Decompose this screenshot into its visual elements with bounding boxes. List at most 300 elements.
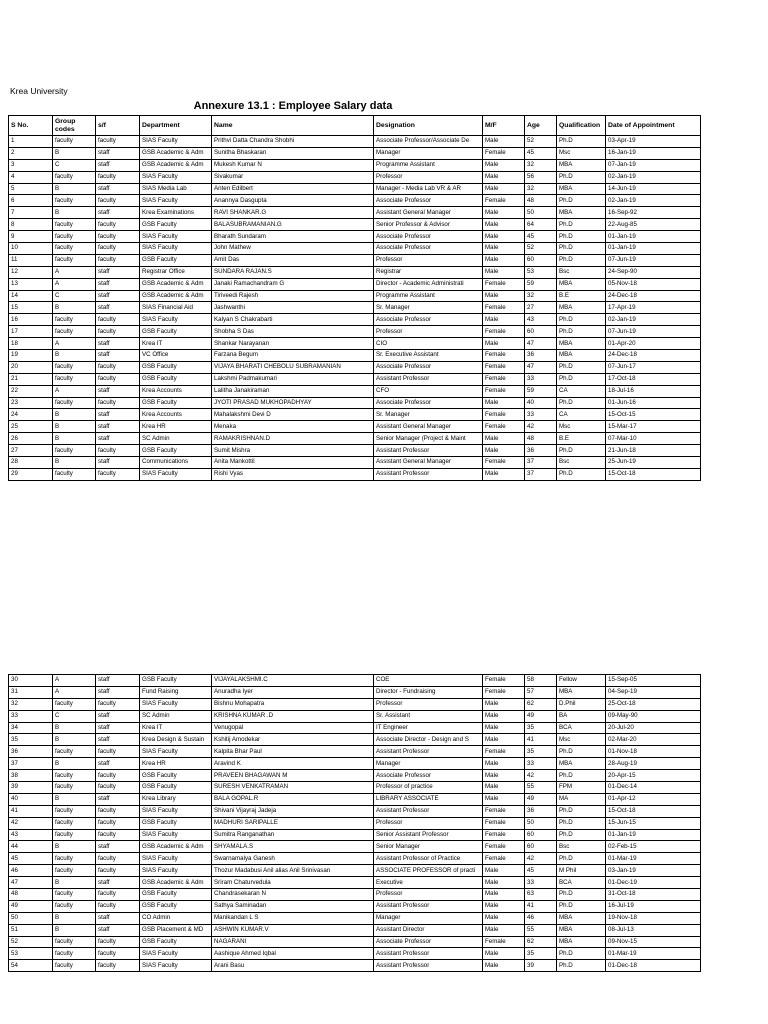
cell-age: 37	[525, 468, 557, 480]
cell-gender: Female	[483, 350, 525, 362]
cell-age: 42	[525, 770, 557, 782]
cell-sf: faculty	[96, 900, 140, 912]
cell-date-of-appointment: 15-Sep-05	[606, 675, 701, 687]
cell-qualification: FPM	[557, 782, 606, 794]
cell-designation: Associate Professor	[374, 314, 483, 326]
cell-designation: Professor	[374, 326, 483, 338]
cell-group-code: faculty	[53, 889, 96, 901]
cell-department: GSB Academic & Adm	[140, 278, 212, 290]
cell-date-of-appointment: 07-Mar-10	[606, 433, 701, 445]
cell-sf: faculty	[96, 782, 140, 794]
table-row	[9, 171, 701, 183]
cell-sno: 50	[9, 912, 53, 924]
header-department: Department	[140, 116, 212, 136]
cell-designation: Assistant General Manager	[374, 421, 483, 433]
cell-qualification: Fellow	[557, 675, 606, 687]
cell-qualification: MBA	[557, 686, 606, 698]
cell-designation: Associate Professor	[374, 361, 483, 373]
cell-designation: Manager	[374, 147, 483, 159]
cell-sno: 14	[9, 290, 53, 302]
cell-qualification: Ph.D	[557, 361, 606, 373]
cell-date-of-appointment: 16-Sep-92	[606, 207, 701, 219]
header-sf: s/f	[96, 116, 140, 136]
cell-sno: 44	[9, 841, 53, 853]
cell-name: Sriram Chaturvedula	[212, 877, 374, 889]
cell-group-code: faculty	[53, 397, 96, 409]
cell-date-of-appointment: 15-Jun-15	[606, 817, 701, 829]
cell-age: 48	[525, 195, 557, 207]
cell-name: Mahalakshmi Devi D	[212, 409, 374, 421]
cell-gender: Female	[483, 326, 525, 338]
table-row	[9, 136, 701, 148]
cell-sno: 19	[9, 350, 53, 362]
cell-gender: Male	[483, 397, 525, 409]
cell-age: 48	[525, 433, 557, 445]
cell-designation: Assistant Professor	[374, 805, 483, 817]
table-row	[9, 278, 701, 290]
cell-date-of-appointment: 22-Aug-85	[606, 219, 701, 231]
cell-gender: Male	[483, 266, 525, 278]
cell-designation: Programme Assistant	[374, 159, 483, 171]
cell-qualification: D.Phil	[557, 698, 606, 710]
cell-designation: Director - Academic Administrati	[374, 278, 483, 290]
cell-designation: Assistant Professor	[374, 746, 483, 758]
cell-group-code: C	[53, 710, 96, 722]
cell-sf: staff	[96, 159, 140, 171]
cell-department: SIAS Faculty	[140, 698, 212, 710]
cell-qualification: Bsc	[557, 266, 606, 278]
cell-group-code: faculty	[53, 960, 96, 972]
table-row	[9, 675, 701, 687]
cell-group-code: B	[53, 147, 96, 159]
cell-department: Krea Library	[140, 793, 212, 805]
cell-qualification: Bsc	[557, 841, 606, 853]
cell-sno: 35	[9, 734, 53, 746]
cell-designation: Sr. Assistant	[374, 710, 483, 722]
header-age: Age	[525, 116, 557, 136]
cell-date-of-appointment: 16-Jan-19	[606, 147, 701, 159]
cell-name: Shankar Narayanan	[212, 338, 374, 350]
cell-name: Kalpita Bhar Paul	[212, 746, 374, 758]
cell-gender: Male	[483, 889, 525, 901]
cell-group-code: faculty	[53, 865, 96, 877]
cell-age: 35	[525, 722, 557, 734]
cell-sf: staff	[96, 734, 140, 746]
cell-sno: 21	[9, 373, 53, 385]
cell-qualification: Ph.D	[557, 136, 606, 148]
cell-sf: faculty	[96, 853, 140, 865]
cell-sno: 47	[9, 877, 53, 889]
cell-age: 41	[525, 734, 557, 746]
table-row	[9, 195, 701, 207]
cell-date-of-appointment: 20-Apr-15	[606, 770, 701, 782]
cell-name: SURESH VENKATRAMAN	[212, 782, 374, 794]
header-row	[9, 116, 701, 136]
cell-sno: 22	[9, 385, 53, 397]
cell-sno: 9	[9, 231, 53, 243]
cell-department: SIAS Faculty	[140, 829, 212, 841]
cell-sno: 12	[9, 266, 53, 278]
cell-designation: Assistant Professor	[374, 373, 483, 385]
employee-table-part-2	[8, 674, 701, 972]
table-row	[9, 698, 701, 710]
employee-table-part-1	[8, 115, 701, 481]
cell-sno: 5	[9, 183, 53, 195]
table-row	[9, 793, 701, 805]
cell-group-code: faculty	[53, 136, 96, 148]
cell-sno: 53	[9, 948, 53, 960]
table-row	[9, 734, 701, 746]
cell-qualification: MBA	[557, 758, 606, 770]
cell-name: NAGARANI	[212, 936, 374, 948]
cell-gender: Male	[483, 219, 525, 231]
cell-sf: faculty	[96, 326, 140, 338]
cell-date-of-appointment: 01-Mar-19	[606, 948, 701, 960]
cell-date-of-appointment: 25-Oct-18	[606, 698, 701, 710]
cell-date-of-appointment: 15-Mar-17	[606, 421, 701, 433]
cell-age: 43	[525, 314, 557, 326]
cell-age: 62	[525, 698, 557, 710]
cell-department: SIAS Faculty	[140, 231, 212, 243]
cell-sf: staff	[96, 385, 140, 397]
cell-qualification: Msc	[557, 147, 606, 159]
cell-qualification: Bsc	[557, 457, 606, 469]
cell-sf: faculty	[96, 171, 140, 183]
cell-qualification: Ph.D	[557, 445, 606, 457]
cell-department: SIAS Faculty	[140, 136, 212, 148]
cell-designation: LIBRARY ASSOCIATE	[374, 793, 483, 805]
cell-age: 52	[525, 243, 557, 255]
cell-sno: 17	[9, 326, 53, 338]
cell-designation: Associate Professor	[374, 195, 483, 207]
cell-name: SUNDARA RAJAN.S	[212, 266, 374, 278]
cell-group-code: faculty	[53, 243, 96, 255]
table-row	[9, 722, 701, 734]
cell-name: BALASUBRAMANIAN.G	[212, 219, 374, 231]
cell-designation: Associate Professor	[374, 243, 483, 255]
cell-department: GSB Faculty	[140, 397, 212, 409]
cell-date-of-appointment: 07-Jan-19	[606, 159, 701, 171]
cell-group-code: B	[53, 183, 96, 195]
cell-qualification: Ph.D	[557, 829, 606, 841]
cell-date-of-appointment: 04-Sep-19	[606, 686, 701, 698]
cell-department: SC Admin	[140, 710, 212, 722]
cell-date-of-appointment: 18-Jul-16	[606, 385, 701, 397]
cell-sno: 7	[9, 207, 53, 219]
cell-sf: staff	[96, 457, 140, 469]
table-row	[9, 889, 701, 901]
cell-gender: Female	[483, 302, 525, 314]
cell-qualification: B.E	[557, 433, 606, 445]
cell-age: 50	[525, 207, 557, 219]
cell-name: John Mathew	[212, 243, 374, 255]
cell-date-of-appointment: 09-Nov-15	[606, 936, 701, 948]
cell-sno: 24	[9, 409, 53, 421]
cell-group-code: B	[53, 841, 96, 853]
cell-sf: staff	[96, 278, 140, 290]
cell-age: 46	[525, 912, 557, 924]
table-row	[9, 243, 701, 255]
cell-date-of-appointment: 02-Feb-15	[606, 841, 701, 853]
cell-sno: 45	[9, 853, 53, 865]
cell-gender: Male	[483, 243, 525, 255]
table-row	[9, 877, 701, 889]
cell-sno: 39	[9, 782, 53, 794]
cell-designation: Sr. Manager	[374, 302, 483, 314]
cell-sf: staff	[96, 290, 140, 302]
cell-group-code: faculty	[53, 900, 96, 912]
cell-qualification: Ph.D	[557, 889, 606, 901]
cell-department: Krea IT	[140, 338, 212, 350]
cell-age: 41	[525, 900, 557, 912]
cell-age: 60	[525, 326, 557, 338]
cell-gender: Male	[483, 159, 525, 171]
cell-sf: staff	[96, 421, 140, 433]
cell-date-of-appointment: 24-Sep-90	[606, 266, 701, 278]
cell-sno: 15	[9, 302, 53, 314]
cell-sf: faculty	[96, 231, 140, 243]
cell-group-code: faculty	[53, 782, 96, 794]
cell-name: Lalitha Janakiraman	[212, 385, 374, 397]
table-row	[9, 219, 701, 231]
cell-designation: CFO	[374, 385, 483, 397]
cell-department: SIAS Faculty	[140, 243, 212, 255]
table-row	[9, 924, 701, 936]
cell-sno: 52	[9, 936, 53, 948]
cell-date-of-appointment: 01-Jan-19	[606, 243, 701, 255]
table-row	[9, 361, 701, 373]
cell-age: 53	[525, 266, 557, 278]
cell-gender: Female	[483, 409, 525, 421]
cell-sf: faculty	[96, 195, 140, 207]
cell-gender: Male	[483, 758, 525, 770]
document-title: Annexure 13.1 : Employee Salary data	[193, 100, 393, 112]
cell-name: Kalyan S Chakrabarti	[212, 314, 374, 326]
cell-gender: Male	[483, 314, 525, 326]
cell-department: SIAS Faculty	[140, 746, 212, 758]
cell-qualification: Ph.D	[557, 373, 606, 385]
cell-gender: Male	[483, 734, 525, 746]
cell-department: GSB Academic & Adm	[140, 877, 212, 889]
cell-date-of-appointment: 17-Oct-18	[606, 373, 701, 385]
cell-group-code: A	[53, 266, 96, 278]
cell-designation: Professor	[374, 254, 483, 266]
cell-qualification: MBA	[557, 207, 606, 219]
cell-group-code: A	[53, 278, 96, 290]
cell-sno: 11	[9, 254, 53, 266]
organization-name: Krea University	[10, 86, 68, 96]
cell-sf: staff	[96, 183, 140, 195]
cell-gender: Female	[483, 746, 525, 758]
cell-designation: Assistant Professor	[374, 960, 483, 972]
cell-sf: staff	[96, 758, 140, 770]
table-row	[9, 948, 701, 960]
table-row	[9, 960, 701, 972]
cell-sf: faculty	[96, 698, 140, 710]
cell-department: GSB Faculty	[140, 373, 212, 385]
cell-department: Krea Accounts	[140, 409, 212, 421]
cell-sno: 26	[9, 433, 53, 445]
cell-date-of-appointment: 01-Dec-14	[606, 782, 701, 794]
cell-gender: Male	[483, 722, 525, 734]
cell-name: Anuradha Iyer	[212, 686, 374, 698]
cell-sno: 13	[9, 278, 53, 290]
cell-group-code: faculty	[53, 445, 96, 457]
table-row	[9, 350, 701, 362]
cell-age: 40	[525, 397, 557, 409]
cell-sf: faculty	[96, 936, 140, 948]
cell-name: Thozur Madabusi Anil alias Anil Srinivasan	[212, 865, 374, 877]
cell-age: 27	[525, 302, 557, 314]
cell-qualification: Msc	[557, 734, 606, 746]
cell-department: SIAS Faculty	[140, 195, 212, 207]
cell-age: 37	[525, 457, 557, 469]
cell-date-of-appointment: 03-Apr-19	[606, 136, 701, 148]
cell-designation: ASSOCIATE PROFESSOR of practi	[374, 865, 483, 877]
cell-sno: 49	[9, 900, 53, 912]
cell-department: GSB Placement & MD	[140, 924, 212, 936]
cell-age: 42	[525, 421, 557, 433]
cell-age: 55	[525, 782, 557, 794]
table-body-part-1	[9, 136, 701, 481]
cell-gender: Female	[483, 675, 525, 687]
cell-date-of-appointment: 01-Apr-12	[606, 793, 701, 805]
cell-department: GSB Faculty	[140, 900, 212, 912]
cell-designation: Assistant Professor	[374, 900, 483, 912]
cell-name: Anten Edilbert	[212, 183, 374, 195]
cell-department: SIAS Faculty	[140, 314, 212, 326]
cell-group-code: faculty	[53, 171, 96, 183]
cell-qualification: CA	[557, 409, 606, 421]
cell-name: BALA GOPAL.R	[212, 793, 374, 805]
table-row	[9, 397, 701, 409]
cell-date-of-appointment: 24-Dec-18	[606, 350, 701, 362]
cell-designation: Associate Professor	[374, 397, 483, 409]
cell-designation: Assistant Professor	[374, 468, 483, 480]
table-row	[9, 829, 701, 841]
cell-gender: Male	[483, 445, 525, 457]
cell-designation: Registrar	[374, 266, 483, 278]
cell-sf: faculty	[96, 445, 140, 457]
cell-gender: Male	[483, 865, 525, 877]
cell-age: 33	[525, 373, 557, 385]
cell-date-of-appointment: 07-Jun-17	[606, 361, 701, 373]
cell-group-code: B	[53, 722, 96, 734]
cell-designation: Manager - Media Lab VR & AR	[374, 183, 483, 195]
cell-qualification: CA	[557, 385, 606, 397]
table-row	[9, 782, 701, 794]
cell-qualification: Ph.D	[557, 243, 606, 255]
cell-name: Prithvi Datta Chandra Shobhi	[212, 136, 374, 148]
cell-department: Krea IT	[140, 722, 212, 734]
header-group-codes: Group codes	[53, 116, 96, 136]
cell-qualification: Ph.D	[557, 853, 606, 865]
cell-sno: 48	[9, 889, 53, 901]
header-date-of-appointment: Date of Appointment	[606, 116, 701, 136]
cell-department: SIAS Media Lab	[140, 183, 212, 195]
table-row	[9, 445, 701, 457]
cell-sno: 30	[9, 675, 53, 687]
cell-group-code: C	[53, 159, 96, 171]
cell-gender: Female	[483, 457, 525, 469]
cell-designation: Assistant Professor	[374, 445, 483, 457]
cell-name: Mukesh Kumar N	[212, 159, 374, 171]
cell-date-of-appointment: 01-Mar-19	[606, 853, 701, 865]
cell-sno: 33	[9, 710, 53, 722]
cell-department: SIAS Faculty	[140, 960, 212, 972]
cell-name: VIJAYA BHARATI CHEBOLU SUBRAMANIAN	[212, 361, 374, 373]
cell-gender: Female	[483, 829, 525, 841]
cell-date-of-appointment: 01-Nov-18	[606, 746, 701, 758]
cell-group-code: B	[53, 758, 96, 770]
table-row	[9, 817, 701, 829]
cell-age: 33	[525, 758, 557, 770]
cell-group-code: B	[53, 793, 96, 805]
cell-date-of-appointment: 01-Dec-18	[606, 960, 701, 972]
cell-date-of-appointment: 20-Jul-20	[606, 722, 701, 734]
cell-group-code: C	[53, 290, 96, 302]
cell-age: 32	[525, 183, 557, 195]
cell-department: GSB Faculty	[140, 817, 212, 829]
cell-sf: faculty	[96, 805, 140, 817]
cell-sf: faculty	[96, 397, 140, 409]
cell-designation: Assistant General Manager	[374, 207, 483, 219]
cell-gender: Male	[483, 770, 525, 782]
cell-name: VIJAYALAKSHMI.C	[212, 675, 374, 687]
cell-gender: Male	[483, 782, 525, 794]
cell-qualification: MBA	[557, 183, 606, 195]
cell-age: 60	[525, 841, 557, 853]
cell-sno: 32	[9, 698, 53, 710]
header-sno: S No.	[9, 116, 53, 136]
cell-qualification: Ph.D	[557, 770, 606, 782]
cell-group-code: faculty	[53, 326, 96, 338]
cell-name: Rishi Vyas	[212, 468, 374, 480]
cell-designation: Professor	[374, 889, 483, 901]
table-row	[9, 841, 701, 853]
cell-qualification: MBA	[557, 924, 606, 936]
cell-sno: 43	[9, 829, 53, 841]
cell-date-of-appointment: 05-Nov-18	[606, 278, 701, 290]
table-row	[9, 254, 701, 266]
cell-gender: Female	[483, 936, 525, 948]
cell-designation: IT Engineer	[374, 722, 483, 734]
cell-designation: Assistant General Manager	[374, 457, 483, 469]
cell-designation: COE	[374, 675, 483, 687]
cell-age: 39	[525, 960, 557, 972]
cell-name: Aravind K	[212, 758, 374, 770]
header-name: Name	[212, 116, 374, 136]
cell-date-of-appointment: 16-Jul-19	[606, 900, 701, 912]
cell-gender: Male	[483, 900, 525, 912]
cell-designation: CIO	[374, 338, 483, 350]
cell-department: CO Admin	[140, 912, 212, 924]
cell-sf: staff	[96, 710, 140, 722]
cell-name: Sathya Saminadan	[212, 900, 374, 912]
cell-sf: faculty	[96, 314, 140, 326]
cell-gender: Female	[483, 373, 525, 385]
cell-gender: Male	[483, 877, 525, 889]
cell-sf: staff	[96, 266, 140, 278]
cell-date-of-appointment: 02-Jan-19	[606, 314, 701, 326]
cell-sno: 38	[9, 770, 53, 782]
table-row	[9, 159, 701, 171]
table-row	[9, 183, 701, 195]
table-row	[9, 314, 701, 326]
table-row	[9, 468, 701, 480]
header-qualification: Qualification	[557, 116, 606, 136]
table-row	[9, 758, 701, 770]
